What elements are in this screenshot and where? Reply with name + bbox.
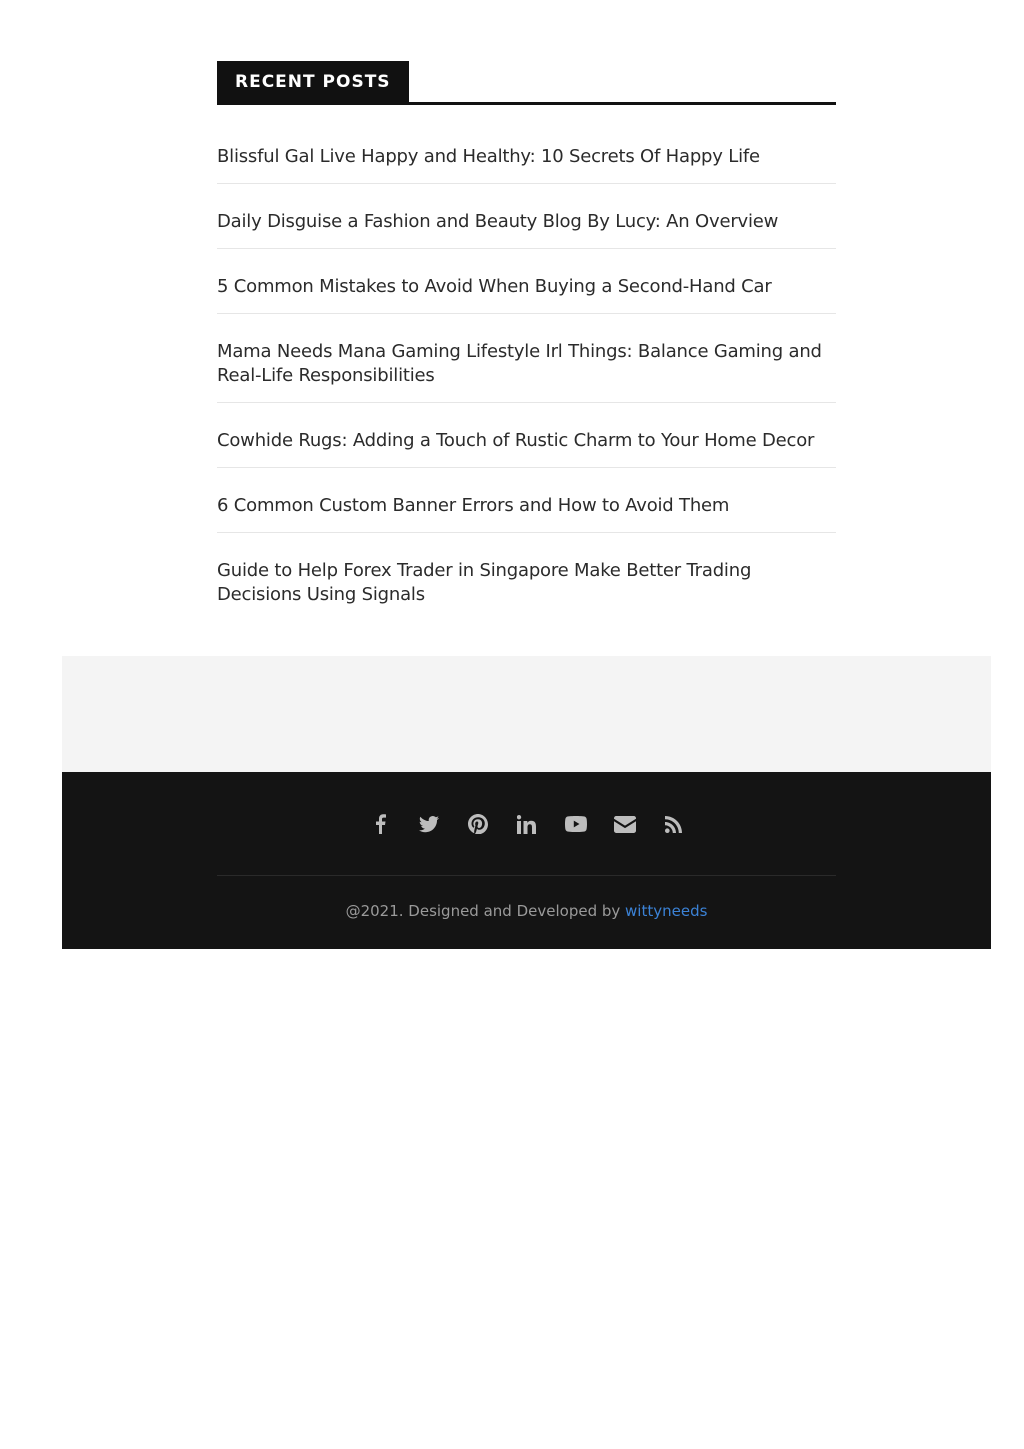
- post-link[interactable]: Blissful Gal Live Happy and Healthy: 10 Secrets Of Happy Life: [217, 146, 760, 167]
- post-link[interactable]: Mama Needs Mana Gaming Lifestyle Irl Things: Balance Gaming and Real-Life Responsibilities: [217, 341, 822, 386]
- post-link[interactable]: 5 Common Mistakes to Avoid When Buying a Second-Hand Car: [217, 276, 772, 297]
- post-link[interactable]: Guide to Help Forex Trader in Singapore Make Better Trading Decisions Using Signals: [217, 560, 752, 605]
- developer-link[interactable]: wittyneeds: [625, 902, 708, 920]
- post-link[interactable]: Daily Disguise a Fashion and Beauty Blog By Lucy: An Overview: [217, 211, 779, 232]
- copyright: [62, 902, 991, 920]
- recent-posts-widget: [217, 61, 836, 637]
- footer-divider: [217, 875, 836, 876]
- list-item: [217, 419, 836, 468]
- list-item: [217, 484, 836, 533]
- rss-icon[interactable]: [649, 810, 698, 838]
- pinterest-icon[interactable]: [453, 810, 502, 838]
- list-item: [217, 265, 836, 314]
- copyright-text: @2021. Designed and Developed by: [345, 902, 626, 920]
- social-links: [62, 810, 991, 838]
- footer-widget-area: [62, 656, 991, 772]
- post-link[interactable]: Cowhide Rugs: Adding a Touch of Rustic Charm to Your Home Decor: [217, 430, 815, 451]
- list-item: [217, 549, 836, 621]
- list-item: [217, 330, 836, 403]
- site-footer: [62, 772, 991, 949]
- post-link[interactable]: 6 Common Custom Banner Errors and How to Avoid Them: [217, 495, 730, 516]
- facebook-icon[interactable]: [355, 810, 404, 838]
- list-item: [217, 200, 836, 249]
- widget-header: [217, 61, 836, 105]
- linkedin-icon[interactable]: [502, 810, 551, 838]
- envelope-icon[interactable]: [600, 810, 649, 838]
- widget-title: RECENT POSTS: [217, 61, 409, 105]
- recent-posts-list: [217, 135, 836, 621]
- youtube-icon[interactable]: [551, 810, 600, 838]
- twitter-icon[interactable]: [404, 810, 453, 838]
- list-item: [217, 135, 836, 184]
